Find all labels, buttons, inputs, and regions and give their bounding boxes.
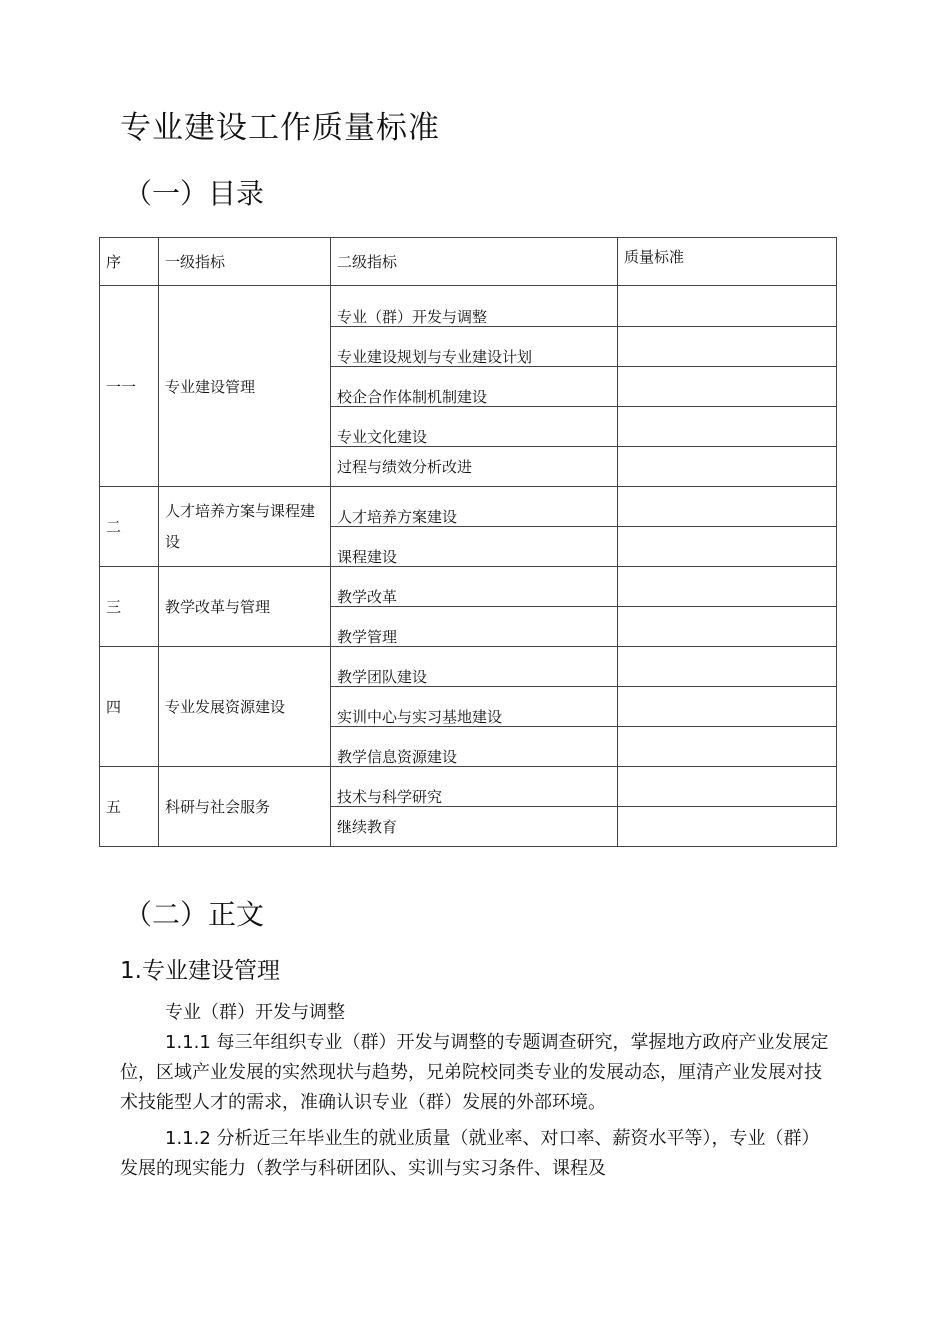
- table-row: [100, 767, 837, 807]
- standard-cell: [618, 567, 837, 607]
- seq-cell: 五: [100, 767, 159, 847]
- toc-heading: （一）目录: [124, 177, 265, 210]
- level2-cell: 继续教育: [331, 807, 618, 847]
- header-level1: 一级指标: [159, 238, 331, 286]
- level1-cell: 教学改革与管理: [159, 567, 331, 647]
- standard-cell: [618, 687, 837, 727]
- level2-cell: 人才培养方案建设: [331, 487, 618, 527]
- header-level2: 二级指标: [331, 238, 618, 286]
- standard-cell: [618, 767, 837, 807]
- standard-cell: [618, 527, 837, 567]
- seq-cell: 四: [100, 647, 159, 767]
- table-row: [100, 487, 837, 527]
- table-header-row: [100, 238, 837, 286]
- level2-cell: 校企合作体制机制建设: [331, 367, 618, 407]
- section-title: 1.专业建设管理: [120, 958, 280, 984]
- level2-cell: 课程建设: [331, 527, 618, 567]
- standard-cell: [618, 286, 837, 327]
- level2-cell: 技术与科学研究: [331, 767, 618, 807]
- level2-cell: 实训中心与实习基地建设: [331, 687, 618, 727]
- seq-cell: 二: [100, 487, 159, 567]
- level2-cell: 教学管理: [331, 607, 618, 647]
- standard-cell: [618, 807, 837, 847]
- table-row: [100, 647, 837, 687]
- standard-cell: [618, 647, 837, 687]
- standard-cell: [618, 727, 837, 767]
- header-seq: 序: [100, 238, 159, 286]
- level2-cell: 专业建设规划与专业建设计划: [331, 327, 618, 367]
- level2-cell: 过程与绩效分析改进: [331, 447, 618, 487]
- level2-cell: 教学改革: [331, 567, 618, 607]
- document-title: 专业建设工作质量标准: [120, 110, 440, 146]
- section-subheading: 专业（群）开发与调整: [165, 1002, 345, 1023]
- standard-cell: [618, 367, 837, 407]
- seq-cell: 一一: [100, 286, 159, 487]
- standard-cell: [618, 607, 837, 647]
- body-heading: （二）正文: [124, 898, 265, 931]
- level2-cell: 专业（群）开发与调整: [331, 286, 618, 327]
- standard-cell: [618, 487, 837, 527]
- level1-cell: 人才培养方案与课程建设: [159, 487, 331, 567]
- header-standard: 质量标准: [618, 238, 837, 286]
- standard-cell: [618, 407, 837, 447]
- level1-cell: 科研与社会服务: [159, 767, 331, 847]
- standard-cell: [618, 327, 837, 367]
- toc-table: [99, 237, 837, 847]
- paragraph: 1.1.1 每三年组织专业（群）开发与调整的专题调查研究，掌握地方政府产业发展定位，区域产业发展的实然现状与趋势，兄弟院校同类专业的发展动态，厘清产业发展对技术技能型人才的需求，准确认识专业（群）发展的外部环境。: [120, 1032, 829, 1113]
- table-row: [100, 286, 837, 327]
- paragraph: 1.1.2 分析近三年毕业生的就业质量（就业率、对口率、薪资水平等），专业（群）发展的现实能力（教学与科研团队、实训与实习条件、课程及: [120, 1128, 820, 1179]
- standard-cell: [618, 447, 837, 487]
- table-row: [100, 567, 837, 607]
- seq-cell: 三: [100, 567, 159, 647]
- level1-cell: 专业建设管理: [159, 286, 331, 487]
- level2-cell: 专业文化建设: [331, 407, 618, 447]
- level2-cell: 教学团队建设: [331, 647, 618, 687]
- level2-cell: 教学信息资源建设: [331, 727, 618, 767]
- level1-cell: 专业发展资源建设: [159, 647, 331, 767]
